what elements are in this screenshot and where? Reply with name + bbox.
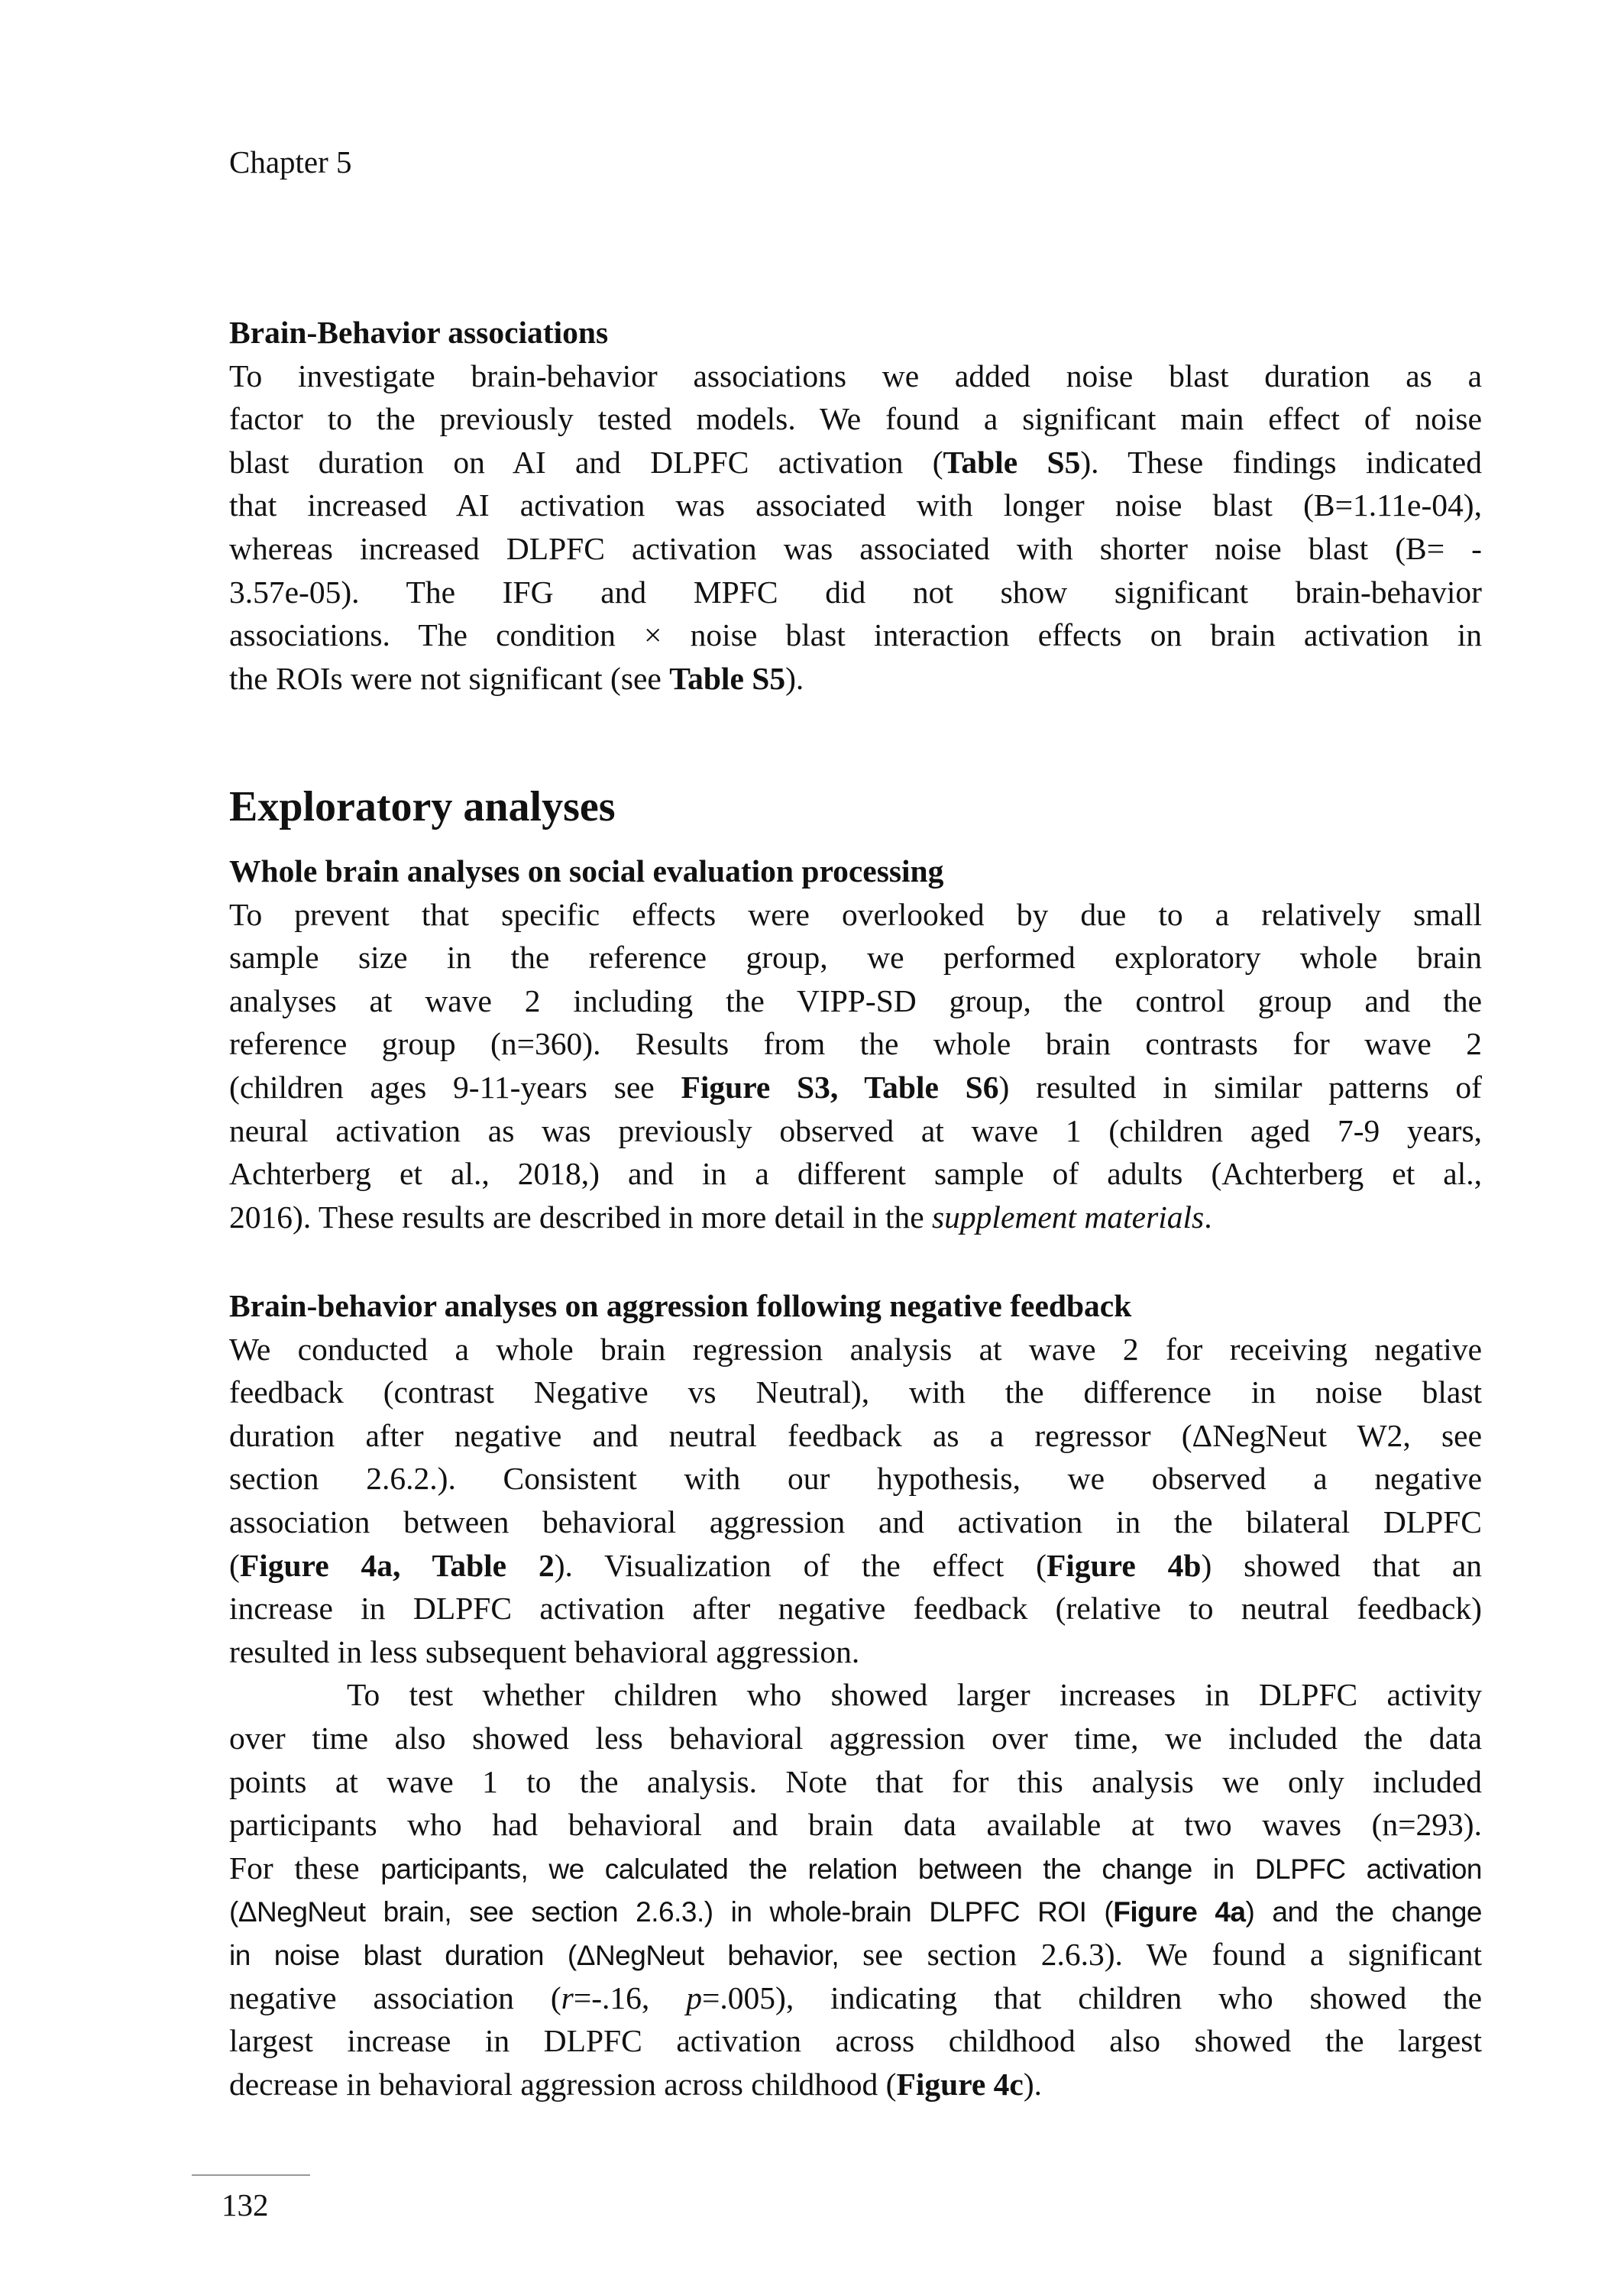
text-line: [229, 1371, 1482, 1414]
text-line: [229, 1630, 1482, 1674]
italic-text: supplement materials: [932, 1199, 1205, 1235]
text-run: associations. The condition × noise blast interaction effects on brain activation in: [229, 617, 1482, 653]
text-run: Brain-behavior analyses on aggression following negative feedback: [229, 1288, 1132, 1323]
italic-text: r: [561, 1980, 574, 2015]
text-run: blast duration on AI and DLPFC activation (: [229, 444, 943, 480]
text-line: [229, 1976, 1482, 2020]
text-run: in noise blast duration (ΔNegNeut behavior,: [229, 1939, 863, 1971]
text-run: largest increase in DLPFC activation across childhood also showed the largest: [229, 2023, 1482, 2059]
text-line: [229, 1673, 1482, 1717]
text-run: (: [229, 1547, 240, 1583]
text-line: [229, 441, 1482, 484]
text-line: [229, 657, 1482, 701]
text-line: [229, 1196, 1482, 1239]
text-run: increase in DLPFC activation after negative feedback (relative to neutral feedback): [229, 1591, 1482, 1627]
text-run: that increased AI activation was associated with longer noise blast (B=1.11e-04),: [229, 487, 1482, 523]
page-number: 132: [222, 2187, 269, 2222]
text-run: decrease in behavioral aggression across childhood (: [229, 2066, 897, 2102]
whole-brain-analyses-section: [229, 850, 1482, 1238]
bold-reference: Figure 4b: [1046, 1547, 1202, 1583]
text-run: association between behavioral aggression and activation in the bilateral DLPFC: [229, 1504, 1482, 1539]
text-line: [229, 893, 1482, 937]
text-run: (children ages 9-11-years see: [229, 1069, 681, 1105]
text-line: [229, 1544, 1482, 1588]
subsection-heading: [229, 1284, 1482, 1328]
text-run: participants who had behavioral and brain data available at two waves (n=293).: [229, 1807, 1482, 1843]
text-line: [229, 1152, 1482, 1196]
text-run: ).: [785, 660, 804, 696]
text-run: ) and the change: [1245, 1896, 1482, 1928]
text-run: Brain-Behavior associations: [229, 315, 609, 350]
bold-reference: Figure S3, Table S6: [681, 1069, 999, 1105]
footer-rule: [192, 2174, 310, 2176]
bold-reference: Table S5: [943, 444, 1081, 480]
text-run: feedback (contrast Negative vs Neutral), with the difference in noise blast: [229, 1374, 1482, 1410]
subsection-heading: [229, 311, 1482, 354]
text-line: [229, 1328, 1482, 1371]
text-run: ) resulted in similar patterns of: [998, 1069, 1482, 1105]
text-line: [229, 1717, 1482, 1760]
text-line: [229, 936, 1482, 979]
running-header: Chapter 5: [229, 144, 352, 180]
text-run: (ΔNegNeut brain, see section 2.6.3.) in whole-brain DLPFC ROI (: [229, 1896, 1114, 1928]
text-line: [229, 979, 1482, 1023]
text-run: participants, we calculated the relation between the change in DLPFC activation: [380, 1853, 1482, 1885]
text-line: [229, 397, 1482, 441]
text-run: factor to the previously tested models. We found a significant main effect of noise: [229, 401, 1482, 437]
text-line: [229, 1414, 1482, 1458]
text-run: ).: [1023, 2066, 1043, 2102]
section-title: Exploratory analyses: [229, 783, 616, 830]
text-run: To investigate brain-behavior associations we added noise blast duration as a: [229, 358, 1482, 393]
text-line: [229, 1500, 1482, 1544]
text-run: We conducted a whole brain regression analysis at wave 2 for receiving negative: [229, 1331, 1482, 1367]
text-run: Whole brain analyses on social evaluation processing: [229, 853, 944, 889]
text-run: =-.16,: [573, 1980, 687, 2015]
text-run: negative association (: [229, 1980, 561, 2015]
text-line: [229, 1803, 1482, 1847]
text-run: reference group (n=360). Results from the whole brain contrasts for wave 2: [229, 1026, 1482, 1062]
text-line: [229, 1022, 1482, 1066]
text-run: resulted in less subsequent behavioral aggression.: [229, 1633, 860, 1669]
text-line: [229, 2019, 1482, 2063]
text-run: 2016). These results are described in more detail in the: [229, 1199, 933, 1235]
text-run: To prevent that specific effects were overlooked by due to a relatively small: [229, 896, 1482, 932]
text-line: [229, 1760, 1482, 1804]
text-run: =.005), indicating that children who showed the: [702, 1980, 1482, 2015]
text-run: ) showed that an: [1201, 1547, 1482, 1583]
text-run: neural activation as was previously observed at wave 1 (children aged 7-9 years,: [229, 1112, 1482, 1148]
text-line: [229, 1457, 1482, 1500]
text-run: ). These findings indicated: [1080, 444, 1482, 480]
text-run: Achterberg et al., 2018,) and in a different sample of adults (Achterberg et al.,: [229, 1156, 1482, 1192]
text-run: For these: [229, 1850, 381, 1886]
text-line: [229, 1587, 1482, 1630]
text-run: ). Visualization of the effect (: [554, 1547, 1047, 1583]
italic-text: p: [686, 1980, 702, 2015]
bold-reference: Figure 4c: [896, 2066, 1024, 2102]
text-run: see section 2.6.3). We found a significant: [862, 1936, 1483, 1972]
bold-reference: Figure 4a, Table 2: [239, 1547, 555, 1583]
text-run: .: [1204, 1199, 1212, 1235]
text-line: [229, 571, 1482, 614]
bold-reference: Figure 4a: [1113, 1896, 1246, 1928]
text-line: [229, 1933, 1482, 1976]
text-line: [229, 484, 1482, 527]
text-line: [229, 613, 1482, 657]
text-line: [229, 527, 1482, 571]
text-run: points at wave 1 to the analysis. Note that for this analysis we only included: [229, 1763, 1482, 1799]
subsection-heading: [229, 850, 1482, 893]
brain-behavior-associations-section: [229, 311, 1482, 700]
text-run: whereas increased DLPFC activation was associated with shorter noise blast (B= -: [229, 530, 1482, 566]
text-run: duration after negative and neutral feedback as a regressor (ΔNegNeut W2, see: [229, 1417, 1482, 1453]
text-run: 3.57e-05). The IFG and MPFC did not show significant brain-behavior: [229, 574, 1482, 610]
text-run: the ROIs were not significant (see: [229, 660, 670, 696]
text-line: [229, 2063, 1482, 2106]
text-line: [229, 1066, 1482, 1109]
bold-reference: Table S5: [669, 660, 786, 696]
text-run: analyses at wave 2 including the VIPP-SD group, the control group and the: [229, 983, 1482, 1018]
text-line: [229, 1109, 1482, 1153]
text-run: over time also showed less behavioral aggression over time, we included the data: [229, 1720, 1482, 1756]
text-run: sample size in the reference group, we performed exploratory whole brain: [229, 940, 1482, 976]
text-line: [229, 354, 1482, 398]
text-run: To test whether children who showed larger increases in DLPFC activity: [347, 1677, 1482, 1713]
text-line: [229, 1847, 1482, 1890]
text-run: section 2.6.2.). Consistent with our hypothesis, we observed a negative: [229, 1461, 1482, 1497]
text-line: [229, 1889, 1482, 1933]
brain-behavior-aggression-section: [229, 1284, 1482, 2106]
